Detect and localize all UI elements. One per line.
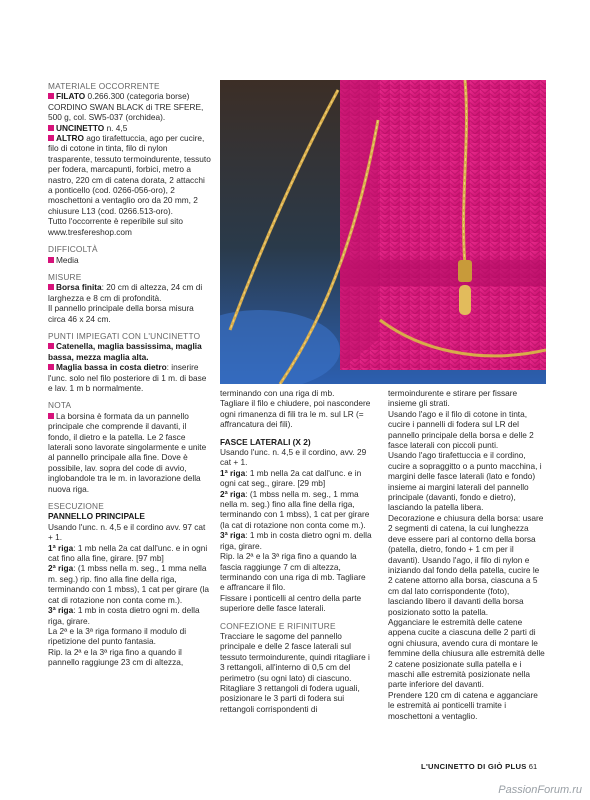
page-footer	[421, 762, 537, 771]
fasce-fix: Fissare i ponticelli al centro della parte superiore delle fasce laterali.	[220, 592, 362, 614]
punti-costa-text: : inserire l'unc. solo nel filo posteriore di 1 m. di base e lav. 1 m b normalmente.	[48, 362, 207, 393]
confezione-heading: CONFEZIONE E RIFINITURE	[220, 620, 336, 631]
confezione-text: Tracciare le sagome del pannello principale e delle 2 fasce laterali sul tessuto termoindurente, quindi ritagliare i 3 rettangoli, all'interno di 0,5 cm del perimetro (su ogni lato) di ciascuno. Ritagliare 3 rettangoli di fodera uguali, posizionare le 3 parti di fodera sui rettangoli corrispondenti di	[220, 630, 370, 714]
fasce-riga-1-text: : 1 mb nella 2a cat dall'unc. e in ogni cat seg., girare. [29 mb]	[220, 467, 362, 489]
misure-body	[48, 282, 211, 303]
col2-cont: terminando con una riga di mb.	[220, 388, 335, 398]
materiale-uncinetto	[48, 123, 211, 133]
altro-label: ALTRO	[56, 133, 84, 144]
punti-list	[48, 341, 211, 362]
esecuzione-rep2: Rip. la 2ª e la 3ª riga fino a quando il pannello raggiunge 23 cm di altezza,	[48, 646, 184, 668]
pannello-heading: PANNELLO PRINCIPALE	[48, 511, 145, 522]
punti-heading: PUNTI IMPIEGATI CON L'UNCINETTO	[48, 330, 201, 341]
difficolta-text: Media	[56, 254, 79, 265]
esecuzione-heading: ESECUZIONE	[48, 501, 104, 512]
nota-body	[48, 411, 211, 494]
misure-label: Borsa finita	[56, 282, 102, 293]
materiale-altro	[48, 133, 211, 216]
col3-p3: Usando l'ago tirafettuccia e il cordino, cucire a sopraggitto o a punto macchina, i margini delle fasce laterali (lato e fondo) insieme ai margini laterali del pannello principale (davanti, fondo e dietro), lasciando la patella libera.	[388, 450, 542, 513]
materiale-filato	[48, 91, 211, 122]
fasce-riga-3-label: 3ª riga	[220, 530, 246, 541]
fasce-intro: Usando l'unc. n. 4,5 e il cordino, avv. 29 cat + 1.	[220, 447, 367, 468]
fasce-heading: FASCE LATERALI (X 2)	[220, 436, 311, 447]
nota-heading: NOTA	[48, 400, 72, 411]
fasce-riga-2	[220, 489, 372, 531]
fasce-rep: Rip. la 2ª e la 3ª riga fino a quando la fascia raggiunge 7 cm di altezza, terminando con una riga di mb. Tagliare e affrancare il filo.	[220, 551, 366, 593]
column-left	[48, 81, 211, 668]
magazine-title: L'UNCINETTO DI GIÒ PLUS	[421, 762, 527, 771]
watermark: PassionForum.ru	[498, 784, 582, 796]
esecuzione-intro: Usando l'unc. n. 4,5 e il cordino avv. 97 cat + 1.	[48, 521, 206, 543]
column-middle	[220, 388, 372, 714]
riga-2-label: 2ª riga	[48, 563, 74, 574]
fasce-riga-1-label: 1ª riga	[220, 467, 246, 478]
punti-list-text: Catenella, maglia bassissima, maglia bassa, mezza maglia alta.	[48, 341, 202, 362]
bullet-square-icon	[48, 135, 54, 141]
difficolta-value	[48, 255, 211, 265]
nota-text: La borsina è formata da un pannello principale che comprende il davanti, il fondo, il dietro e la patella. Le 2 fasce laterali sono lavorate singolarmente e unite al pannello principale alla fine. Dove è possibile, lav. sopra del code di avvio, inglobandole tra le m. in lavorazione della nuova riga.	[48, 410, 207, 494]
column-right	[388, 388, 546, 721]
esecuzione-riga-3	[48, 605, 211, 626]
misure-text: : 20 cm di altezza, 24 cm di larghezza e 8 cm di profondità.	[48, 282, 203, 303]
filato-text: 0.266.300 (categoria borse) CORDINO SWAN BLACK di TRE SFERE, 500 g, col. SW5-037 (orchidea).	[48, 91, 204, 123]
uncinetto-text: n. 4,5	[106, 122, 128, 133]
esecuzione-riga-2	[48, 563, 211, 605]
riga-3-text: : 1 mb in costa dietro ogni m. della riga, girare.	[48, 605, 200, 626]
fasce-riga-3-text: : 1 mb in costa dietro ogni m. della riga, girare.	[220, 530, 372, 551]
bullet-square-icon	[48, 125, 54, 131]
page-number: 61	[528, 762, 538, 771]
filato-label: FILATO	[56, 91, 86, 102]
riga-1-text: : 1 mb nella 2a cat dall'unc. e in ogni cat fino alla fine, girare. [97 mb]	[48, 542, 208, 564]
col2-tail: Tagliare il filo e chiudere, poi nascondere ogni rimanenza di fili tra le m. sul LR (= affrancatura dei fili).	[220, 398, 371, 430]
materiale-heading: MATERIALE OCCORRENTE	[48, 81, 160, 91]
col3-p4: Decorazione e chiusura della borsa: usare 2 segmenti di catena, la cui lunghezza deve essere pari al contorno della borsa (patella, dietro, fondo + 1 cm per il davanti). Usando l'ago, il filo di nylon e iniziando dal fondo della patella, cucire le 2 catene attorno alla borsa, ciascuna a 5 cm dal lato corrispondente (foto), lasciando libero il davanti della borsa posizionato sotto la patella.	[388, 512, 544, 617]
bullet-square-icon	[48, 257, 54, 263]
riga-3-label: 3ª riga	[48, 605, 74, 616]
punti-costa-label: Maglia bassa in costa dietro	[56, 362, 167, 373]
riga-1-label: 1ª riga	[48, 542, 74, 553]
misure-heading: MISURE	[48, 271, 82, 282]
col3-p2: Usando l'ago e il filo di cotone in tinta, cucire i pannelli di fodera sul LR del pannello principale della borsa e delle 2 fasce laterali con piccoli punti.	[388, 408, 534, 451]
materiale-closing: Tutto l'occorrente è reperibile sul sito www.tresfereshop.com	[48, 216, 184, 237]
col3-p1: termoindurente e stirare per fissare insieme gli strati.	[388, 388, 518, 409]
fasce-riga-2-text: : (1 mbss nella m. seg., 1 mma nella m. seg.) fino alla fine della riga, terminando con 1 mbss), 1 cat per girare (la cat di rotazione non conta come m.).	[220, 488, 370, 530]
bullet-square-icon	[48, 364, 54, 370]
bullet-square-icon	[48, 93, 54, 99]
misure-extra: Il pannello principale della borsa misura circa 46 x 24 cm.	[48, 303, 194, 324]
bullet-square-icon	[48, 413, 54, 419]
crochet-bag-illustration	[220, 80, 546, 384]
punti-costa	[48, 362, 211, 393]
difficolta-heading: DIFFICOLTÀ	[48, 244, 98, 255]
col3-p5: Agganciare le estremità delle catene appena cucite a ciascuna delle 2 parti di ogni chiusura, avendo cura di montare le femmine della chiusura alle estremità delle 2 catene posizionate sulla patella e i maschi alle estremità posizionate nella parte inferiore del davanti.	[388, 616, 545, 690]
col3-p6: Prendere 120 cm di catena e agganciare le estremità ai ponticelli tramite i moschettoni a ventaglio.	[388, 689, 538, 721]
product-photo	[220, 80, 546, 384]
uncinetto-label: UNCINETTO	[56, 122, 105, 133]
riga-2-text: : (1 mbss nella m. seg., 1 mma nella m. seg.) rip. fino alla fine della riga, terminando con 1 mbss), 1 cat per girare (la cat di rotazione non conta come m.).	[48, 563, 209, 605]
esecuzione-rep: La 2ª e la 3ª riga formano il modulo di ripetizione del punto fantasia.	[48, 625, 187, 647]
altro-text: ago tirafettuccia, ago per cucire, filo di cotone in tinta, filo di nylon trasparente, tessuto termoindurente, tessuto per fodera, marcapunti, forbici, metro a nastro, 220 cm di catena dorata, 2 attacchi a ponticello (cod. 0266-056-oro), 2 moschettoni a ventaglio oro da 20 mm, 2 chiusure L13 (cod. 0266.513-oro).	[48, 133, 211, 216]
bullet-square-icon	[48, 343, 54, 349]
bullet-square-icon	[48, 284, 54, 290]
fasce-riga-3	[220, 530, 372, 551]
esecuzione-riga-1	[48, 543, 211, 564]
fasce-riga-2-label: 2ª riga	[220, 488, 246, 499]
fasce-riga-1	[220, 468, 372, 489]
